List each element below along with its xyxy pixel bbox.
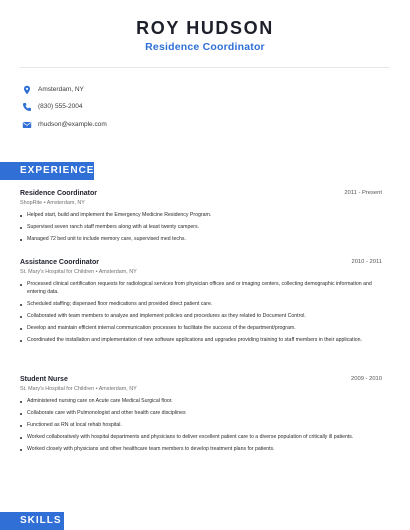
phone-icon — [22, 102, 32, 112]
job-bullet: Worked closely with physicians and other healthcare team members to develop treatment plans for patients. — [20, 446, 382, 454]
contact-phone-text: (830) 555-2004 — [38, 103, 83, 110]
section-heading-skills: SKILLS — [0, 512, 64, 530]
job-bullets — [20, 398, 382, 454]
job-bullet: Helped start, build and implement the Emergency Medicine Residency Program. — [20, 212, 382, 220]
job-dates: 2011 - Present — [344, 190, 382, 196]
header-divider — [20, 67, 390, 68]
job-bullet: Supervised seven ranch staff members along with at least twenty campers. — [20, 224, 382, 232]
email-icon — [22, 120, 32, 130]
job-dates: 2010 - 2011 — [351, 259, 382, 265]
job-organization: St. Mary's Hospital for Children • Amsterdam, NY — [20, 386, 137, 392]
job-organization: St. Mary's Hospital for Children • Amsterdam, NY — [20, 269, 137, 275]
job-bullet: Administered nursing care on Acute care Medical Surgical floor. — [20, 398, 382, 406]
candidate-role: Residence Coordinator — [145, 41, 265, 53]
job-bullet: Develop and maintain efficient internal communication processes to facilitate the success of the department/program. — [20, 325, 382, 333]
job-bullet: Worked collaboratively with hospital departments and physicians to deliver excellent patient care to a diverse population of critically ill patients. — [20, 434, 382, 442]
job-bullet: Collaborated with team members to analyze and implement policies and procedures as they related to Document Control. — [20, 313, 382, 321]
job-bullets — [20, 281, 382, 344]
job-bullet: Scheduled staffing; dispensed floor medications and provided direct patient care. — [20, 301, 382, 309]
job-bullet: Processed clinical certification requests for radiological services from physician offices and or imaging centers, collecting demographic information and entering data. — [20, 281, 382, 296]
job-bullets — [20, 212, 382, 244]
job-title: Residence Coordinator — [20, 190, 98, 197]
job-organization: ShopRite • Amsterdam, NY — [20, 200, 85, 206]
section-heading-experience: EXPERIENCE — [0, 162, 94, 180]
candidate-name: ROY HUDSON — [136, 18, 274, 38]
job-bullet: Functioned as RN at local rehab hospital. — [20, 422, 382, 430]
contact-location-text: Amsterdam, NY — [38, 86, 84, 93]
contact-email-text: rhudson@example.com — [38, 121, 107, 128]
location-pin-icon — [22, 85, 32, 95]
job-bullet: Collaborate care with Pulmonologist and other health care disciplines — [20, 410, 382, 418]
job-bullet: Coordinated the installation and implementation of new software applications and upgrades providing training to staff members in their application. — [20, 337, 382, 345]
job-title: Assistance Coordinator — [20, 259, 99, 266]
job-dates: 2009 - 2010 — [351, 376, 382, 382]
job-title: Student Nurse — [20, 376, 68, 383]
job-bullet: Managed 72 bed unit to include memory care, supervised med techs. — [20, 236, 382, 244]
